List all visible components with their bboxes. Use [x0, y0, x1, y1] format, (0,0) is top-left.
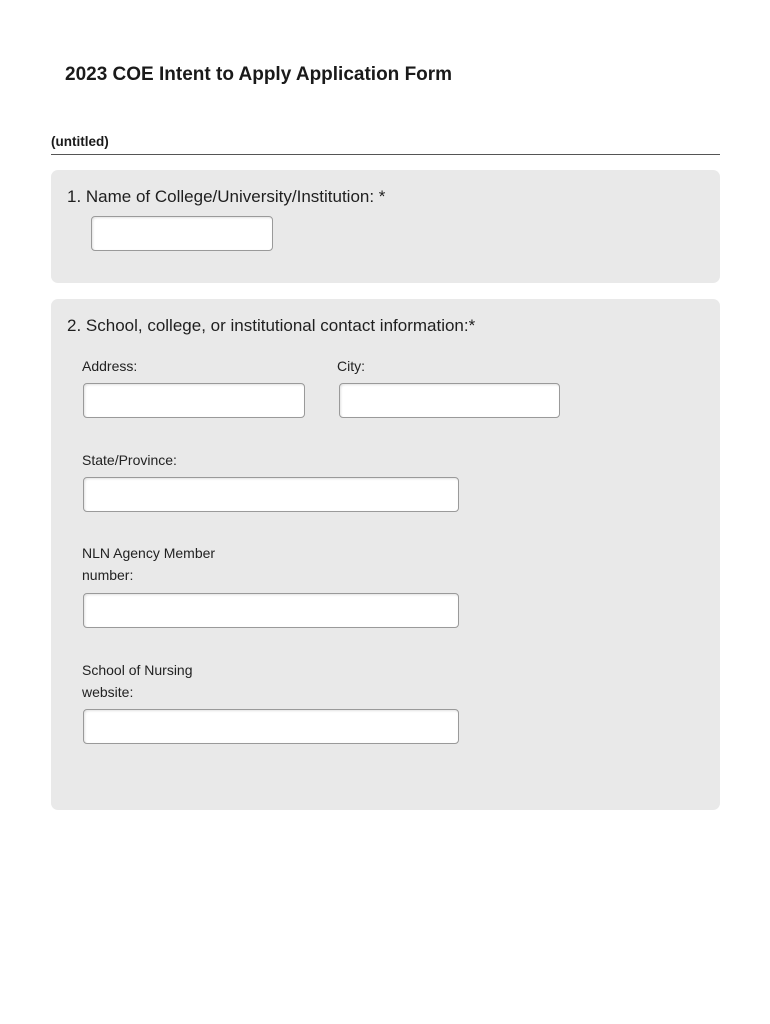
- nln-agency-member-label: [82, 542, 215, 586]
- question-2-label: 2. School, college, or institutional contact information:*: [67, 316, 476, 335]
- nln-agency-member-input[interactable]: [83, 593, 459, 628]
- website-label-line2: website:: [82, 684, 134, 700]
- address-label: Address:: [82, 358, 138, 374]
- state-province-input[interactable]: [83, 477, 459, 512]
- question-1-panel: [51, 170, 720, 283]
- nursing-website-label: [82, 659, 193, 703]
- question-2-panel: [51, 299, 720, 810]
- section-label: (untitled): [51, 134, 109, 149]
- question-1-label: 1. Name of College/University/Institution: *: [67, 187, 386, 206]
- address-input[interactable]: [83, 383, 305, 418]
- institution-name-input[interactable]: [91, 216, 273, 251]
- nursing-website-input[interactable]: [83, 709, 459, 744]
- state-province-label: State/Province:: [82, 452, 177, 468]
- nln-label-line2: number:: [82, 567, 134, 583]
- section-header: [51, 133, 720, 155]
- nln-label-line1: NLN Agency Member: [82, 545, 216, 561]
- city-input[interactable]: [339, 383, 560, 418]
- city-label: City:: [337, 358, 365, 374]
- website-label-line1: School of Nursing: [82, 662, 193, 678]
- form-title: 2023 COE Intent to Apply Application Form: [65, 64, 453, 85]
